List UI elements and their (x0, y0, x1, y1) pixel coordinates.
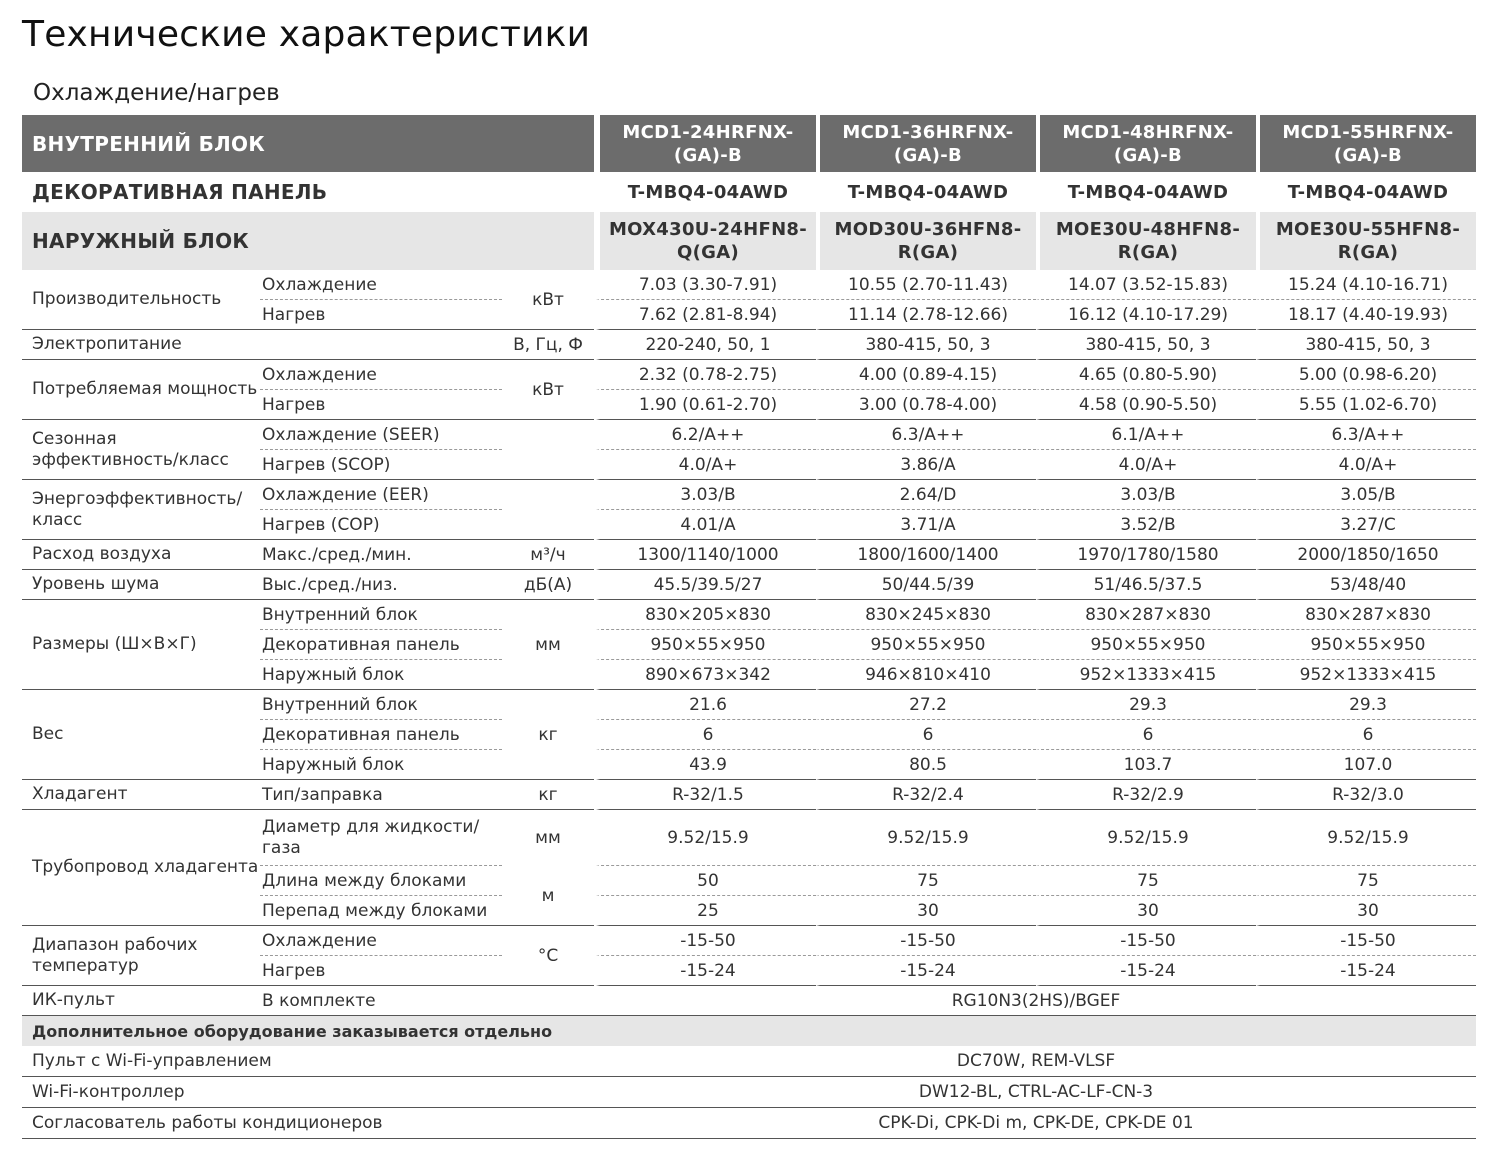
param-name: Сезонная эффективность/класс (22, 420, 260, 480)
param-name: Электропитание (22, 330, 260, 360)
value-cell: 950×55×950 (596, 630, 816, 660)
value-cell: 7.03 (3.30-7.91) (596, 270, 816, 300)
value-cell: 5.00 (0.98-6.20) (1256, 360, 1476, 390)
row-consumption-cooling (22, 360, 1476, 390)
param-sub: Охлаждение (260, 270, 502, 300)
param-name: ИК-пульт (22, 986, 260, 1016)
value-cell: 946×810×410 (816, 660, 1036, 690)
param-sub: Внутренний блок (260, 600, 502, 630)
value-cell: 380-415, 50, 3 (1256, 330, 1476, 360)
value-cell: 9.52/15.9 (1256, 810, 1476, 866)
value-cell: 6 (596, 720, 816, 750)
value-cell: 3.86/A (816, 450, 1036, 480)
param-name: Размеры (Ш×В×Г) (22, 600, 260, 690)
param-unit: дБ(А) (502, 570, 594, 600)
value-cell: 6.1/A++ (1036, 420, 1256, 450)
value-cell: 6.3/A++ (1256, 420, 1476, 450)
extra-row (22, 1077, 1476, 1108)
value-cell: 50/44.5/39 (816, 570, 1036, 600)
value-cell: 25 (596, 896, 816, 926)
value-cell: 6.2/A++ (596, 420, 816, 450)
header-row-panel (22, 172, 1476, 212)
value-cell: 75 (1256, 866, 1476, 896)
param-unit: кВт (502, 270, 594, 330)
value-cell: 2.64/D (816, 480, 1036, 510)
value-cell: R-32/2.9 (1036, 780, 1256, 810)
extra-heading: Дополнительное оборудование заказывается отдельно (22, 1016, 1476, 1046)
param-unit: м³/ч (502, 540, 594, 570)
row-noise (22, 570, 1476, 600)
value-cell: 6 (1036, 720, 1256, 750)
param-name: Энергоэффективность/ класс (22, 480, 260, 540)
value-cell: -15-24 (1256, 956, 1476, 986)
value-cell: 75 (1036, 866, 1256, 896)
outdoor-label: НАРУЖНЫЙ БЛОК (22, 212, 594, 270)
value-cell: 6 (1256, 720, 1476, 750)
value-cell: 830×287×830 (1256, 600, 1476, 630)
row-remote (22, 986, 1476, 1016)
row-temp-cooling (22, 926, 1476, 956)
value-cell: 9.52/15.9 (816, 810, 1036, 866)
extra-item-value: CPK-Di, CPK-Di m, CPK-DE, CPK-DE 01 (596, 1108, 1476, 1139)
param-sub: Нагрев (260, 300, 502, 330)
spec-table (22, 115, 1476, 1139)
section-subtitle: Охлаждение/нагрев (33, 80, 280, 106)
panel-model-3: T-MBQ4-04AWD (1036, 172, 1256, 212)
value-cell: 3.03/B (596, 480, 816, 510)
value-cell: 21.6 (596, 690, 816, 720)
param-name: Расход воздуха (22, 540, 260, 570)
value-cell: -15-50 (816, 926, 1036, 956)
extra-item-name: Согласователь работы кондиционеров (22, 1108, 596, 1139)
param-sub: Нагрев (260, 390, 502, 420)
param-unit: мм (535, 828, 561, 848)
param-name: Вес (22, 690, 260, 780)
value-cell: -15-24 (816, 956, 1036, 986)
outdoor-model-1: MOX430U-24HFN8-Q(GA) (596, 212, 816, 270)
param-sub: Охлаждение (EER) (260, 480, 502, 510)
value-cell: 50 (596, 866, 816, 896)
value-cell: 6.3/A++ (816, 420, 1036, 450)
extra-item-name: Wi-Fi-контроллер (22, 1077, 596, 1108)
value-cell: 15.24 (4.10-16.71) (1256, 270, 1476, 300)
param-unit: кВт (502, 360, 594, 420)
indoor-model-4: MCD1-55HRFNX-(GA)-B (1256, 115, 1476, 172)
value-cell: 3.71/A (816, 510, 1036, 540)
value-cell: 29.3 (1036, 690, 1256, 720)
value-cell: 3.05/B (1256, 480, 1476, 510)
value-cell: -15-50 (1256, 926, 1476, 956)
row-dimensions-indoor (22, 600, 1476, 630)
value-cell: 220-240, 50, 1 (596, 330, 816, 360)
param-sub: Перепад между блоками (260, 896, 502, 926)
extra-item-name: Пульт с Wi-Fi-управлением (22, 1046, 596, 1077)
param-sub: Декоративная панель (260, 630, 502, 660)
value-cell: 4.0/A+ (1256, 450, 1476, 480)
value-cell: 1.90 (0.61-2.70) (596, 390, 816, 420)
value-cell: 51/46.5/37.5 (1036, 570, 1256, 600)
value-cell: 2.32 (0.78-2.75) (596, 360, 816, 390)
row-airflow (22, 540, 1476, 570)
value-cell: 950×55×950 (816, 630, 1036, 660)
value-cell: 30 (816, 896, 1036, 926)
row-power (22, 330, 1476, 360)
param-sub: Макс./сред./мин. (260, 540, 502, 570)
param-sub: Наружный блок (260, 750, 502, 780)
row-weight-indoor (22, 690, 1476, 720)
value-cell: 3.03/B (1036, 480, 1256, 510)
param-name: Трубопровод хладагента (22, 810, 260, 926)
value-cell: 10.55 (2.70-11.43) (816, 270, 1036, 300)
value-cell: 29.3 (1256, 690, 1476, 720)
param-sub: Декоративная панель (260, 720, 502, 750)
param-unit: В, Гц, Ф (502, 330, 594, 360)
param-sub: Охлаждение (260, 926, 502, 956)
value-cell: 1300/1140/1000 (596, 540, 816, 570)
value-cell: 4.65 (0.80-5.90) (1036, 360, 1256, 390)
row-seasonal-cooling (22, 420, 1476, 450)
value-cell: 27.2 (816, 690, 1036, 720)
value-cell: R-32/3.0 (1256, 780, 1476, 810)
value-cell: 30 (1036, 896, 1256, 926)
value-cell: 7.62 (2.81-8.94) (596, 300, 816, 330)
indoor-label: ВНУТРЕННИЙ БЛОК (22, 115, 594, 172)
extra-row (22, 1046, 1476, 1077)
value-cell: -15-24 (596, 956, 816, 986)
indoor-model-1: MCD1-24HRFNX-(GA)-B (596, 115, 816, 172)
param-unit: кг (502, 780, 594, 810)
value-cell: 45.5/39.5/27 (596, 570, 816, 600)
value-cell: 6 (816, 720, 1036, 750)
extra-item-value: DW12-BL, CTRL-AC-LF-CN-3 (596, 1077, 1476, 1108)
param-name: Хладагент (22, 780, 260, 810)
value-cell: 18.17 (4.40-19.93) (1256, 300, 1476, 330)
param-unit: °С (502, 926, 594, 986)
value-cell: 952×1333×415 (1036, 660, 1256, 690)
param-sub: Нагрев (SCOP) (260, 450, 502, 480)
param-unit: мм (502, 600, 594, 690)
value-cell: 1970/1780/1580 (1036, 540, 1256, 570)
param-sub: В комплекте (260, 986, 502, 1016)
value-cell: 2000/1850/1650 (1256, 540, 1476, 570)
row-piping-diameter (22, 810, 1476, 866)
value-cell: -15-24 (1036, 956, 1256, 986)
value-cell: 43.9 (596, 750, 816, 780)
indoor-model-2: MCD1-36HRFNX-(GA)-B (816, 115, 1036, 172)
value-cell: 30 (1256, 896, 1476, 926)
param-sub: Длина между блоками (260, 866, 502, 896)
value-cell: 952×1333×415 (1256, 660, 1476, 690)
panel-model-2: T-MBQ4-04AWD (816, 172, 1036, 212)
value-cell: 9.52/15.9 (596, 810, 816, 866)
row-energy-cooling (22, 480, 1476, 510)
param-sub: Нагрев (COP) (260, 510, 502, 540)
indoor-model-3: MCD1-48HRFNX-(GA)-B (1036, 115, 1256, 172)
value-cell: 3.00 (0.78-4.00) (816, 390, 1036, 420)
extra-row (22, 1108, 1476, 1139)
param-sub: Внутренний блок (260, 690, 502, 720)
param-name: Уровень шума (22, 570, 260, 600)
param-sub: Нагрев (260, 956, 502, 986)
panel-model-1: T-MBQ4-04AWD (596, 172, 816, 212)
value-cell: 5.55 (1.02-6.70) (1256, 390, 1476, 420)
value-cell: 4.00 (0.89-4.15) (816, 360, 1036, 390)
extra-item-value: DC70W, REM-VLSF (596, 1046, 1476, 1077)
outdoor-model-3: MOE30U-48HFN8-R(GA) (1036, 212, 1256, 270)
page-title: Технические характеристики (22, 14, 591, 55)
value-cell: 830×245×830 (816, 600, 1036, 630)
value-cell: 80.5 (816, 750, 1036, 780)
value-cell: RG10N3(2HS)/BGEF (596, 986, 1476, 1016)
param-sub: Тип/заправка (260, 780, 502, 810)
value-cell: 107.0 (1256, 750, 1476, 780)
value-cell: 380-415, 50, 3 (816, 330, 1036, 360)
value-cell: 53/48/40 (1256, 570, 1476, 600)
header-row-outdoor (22, 212, 1476, 270)
param-name: Производительность (22, 270, 260, 330)
value-cell: 830×287×830 (1036, 600, 1256, 630)
value-cell: 16.12 (4.10-17.29) (1036, 300, 1256, 330)
value-cell: 3.52/B (1036, 510, 1256, 540)
param-sub: Охлаждение (SEER) (260, 420, 502, 450)
value-cell: 75 (816, 866, 1036, 896)
param-unit: кг (502, 690, 594, 780)
value-cell: 890×673×342 (596, 660, 816, 690)
value-cell: 4.01/A (596, 510, 816, 540)
value-cell: 950×55×950 (1036, 630, 1256, 660)
param-name: Диапазон рабочих температур (22, 926, 260, 986)
value-cell: -15-50 (596, 926, 816, 956)
panel-label: ДЕКОРАТИВНАЯ ПАНЕЛЬ (32, 180, 328, 204)
outdoor-model-2: MOD30U-36HFN8-R(GA) (816, 212, 1036, 270)
row-refrigerant (22, 780, 1476, 810)
value-cell: 4.58 (0.90-5.50) (1036, 390, 1256, 420)
param-name: Потребляемая мощность (22, 360, 260, 420)
panel-model-4: T-MBQ4-04AWD (1256, 172, 1476, 212)
param-sub: Наружный блок (260, 660, 502, 690)
param-sub: Охлаждение (260, 360, 502, 390)
value-cell: -15-50 (1036, 926, 1256, 956)
value-cell: 14.07 (3.52-15.83) (1036, 270, 1256, 300)
value-cell: 11.14 (2.78-12.66) (816, 300, 1036, 330)
outdoor-model-4: MOE30U-55HFN8-R(GA) (1256, 212, 1476, 270)
param-sub: Выс./сред./низ. (260, 570, 502, 600)
extra-heading-row (22, 1016, 1476, 1046)
param-unit: м (502, 866, 594, 926)
value-cell: 4.0/A+ (1036, 450, 1256, 480)
value-cell: 1800/1600/1400 (816, 540, 1036, 570)
value-cell: 3.27/C (1256, 510, 1476, 540)
param-sub: Диаметр для жидкости/ газа (260, 810, 502, 866)
value-cell: 380-415, 50, 3 (1036, 330, 1256, 360)
value-cell: 950×55×950 (1256, 630, 1476, 660)
row-capacity-cooling (22, 270, 1476, 300)
value-cell: 830×205×830 (596, 600, 816, 630)
value-cell: R-32/2.4 (816, 780, 1036, 810)
value-cell: 103.7 (1036, 750, 1256, 780)
header-row-indoor (22, 115, 1476, 172)
value-cell: 4.0/A+ (596, 450, 816, 480)
value-cell: R-32/1.5 (596, 780, 816, 810)
value-cell: 9.52/15.9 (1036, 810, 1256, 866)
